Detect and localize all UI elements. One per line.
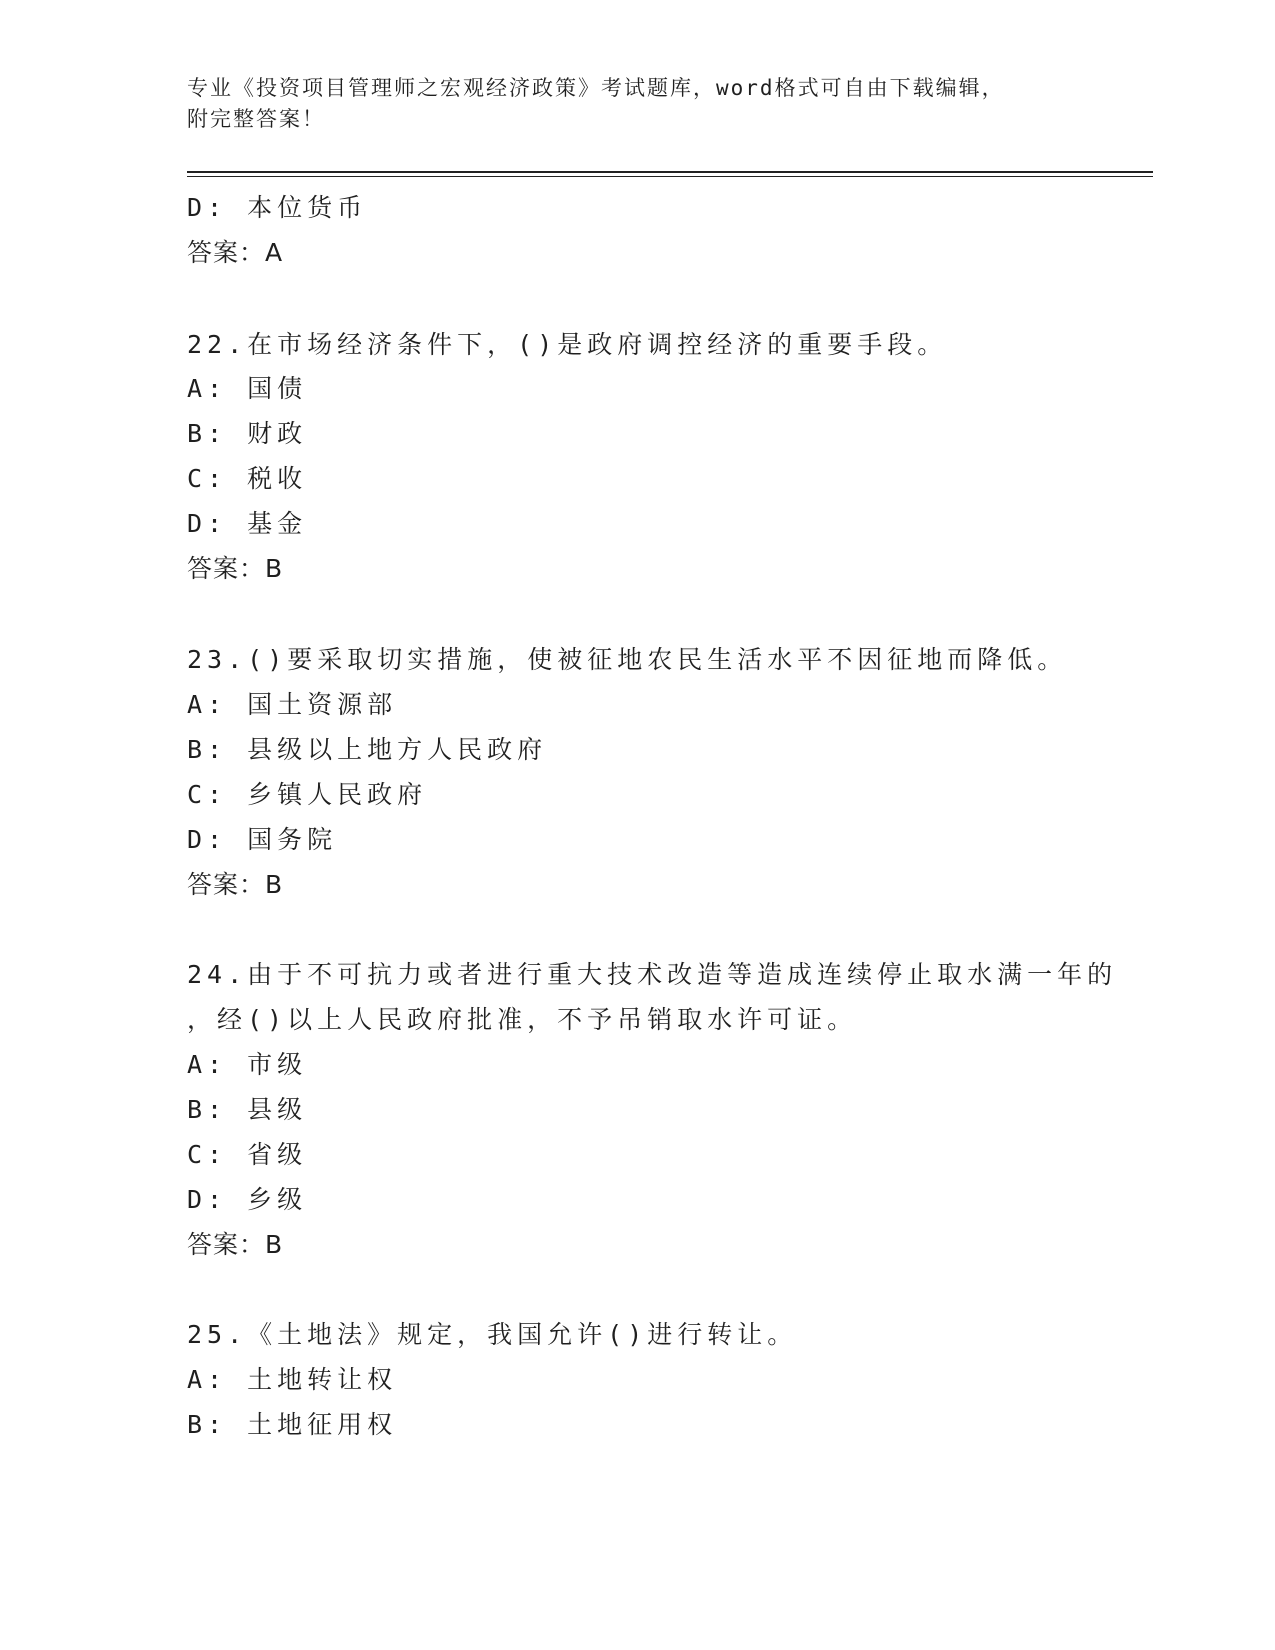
q24-stem-line-1: 24.由于不可抗力或者进行重大技术改造等造成连续停止取水满一年的 — [187, 960, 1118, 989]
q24-option-a: A: 市级 — [187, 1050, 308, 1079]
header-divider-top — [187, 171, 1153, 173]
document-header-line-1: 专业《投资项目管理师之宏观经济政策》考试题库，word格式可自由下载编辑， — [187, 76, 1005, 100]
q23-option-c: C: 乡镇人民政府 — [187, 780, 428, 809]
q25-stem: 25.《土地法》规定，我国允许()进行转让。 — [187, 1320, 798, 1349]
q23-option-d: D: 国务院 — [187, 825, 338, 854]
q24-option-d: D: 乡级 — [187, 1185, 308, 1214]
q21-answer: 答案：A — [187, 238, 284, 267]
q22-answer: 答案：B — [187, 554, 284, 583]
q22-option-d: D: 基金 — [187, 509, 308, 538]
q21-option-d: D: 本位货币 — [187, 193, 368, 222]
q23-stem: 23.()要采取切实措施，使被征地农民生活水平不因征地而降低。 — [187, 645, 1068, 674]
q24-stem-line-2: ，经()以上人民政府批准，不予吊销取水许可证。 — [187, 1005, 858, 1034]
q22-option-a: A: 国债 — [187, 374, 308, 403]
q25-option-b: B: 土地征用权 — [187, 1410, 398, 1439]
q24-option-c: C: 省级 — [187, 1140, 308, 1169]
q23-answer: 答案：B — [187, 870, 284, 899]
q23-option-b: B: 县级以上地方人民政府 — [187, 735, 548, 764]
q24-answer: 答案：B — [187, 1230, 284, 1259]
q23-option-a: A: 国土资源部 — [187, 690, 398, 719]
q22-stem: 22.在市场经济条件下，()是政府调控经济的重要手段。 — [187, 330, 948, 359]
q22-option-c: C: 税收 — [187, 464, 308, 493]
q24-option-b: B: 县级 — [187, 1095, 308, 1124]
q22-option-b: B: 财政 — [187, 419, 308, 448]
q25-option-a: A: 土地转让权 — [187, 1365, 398, 1394]
header-divider-bottom — [187, 176, 1153, 177]
document-header-line-2: 附完整答案！ — [187, 107, 325, 131]
